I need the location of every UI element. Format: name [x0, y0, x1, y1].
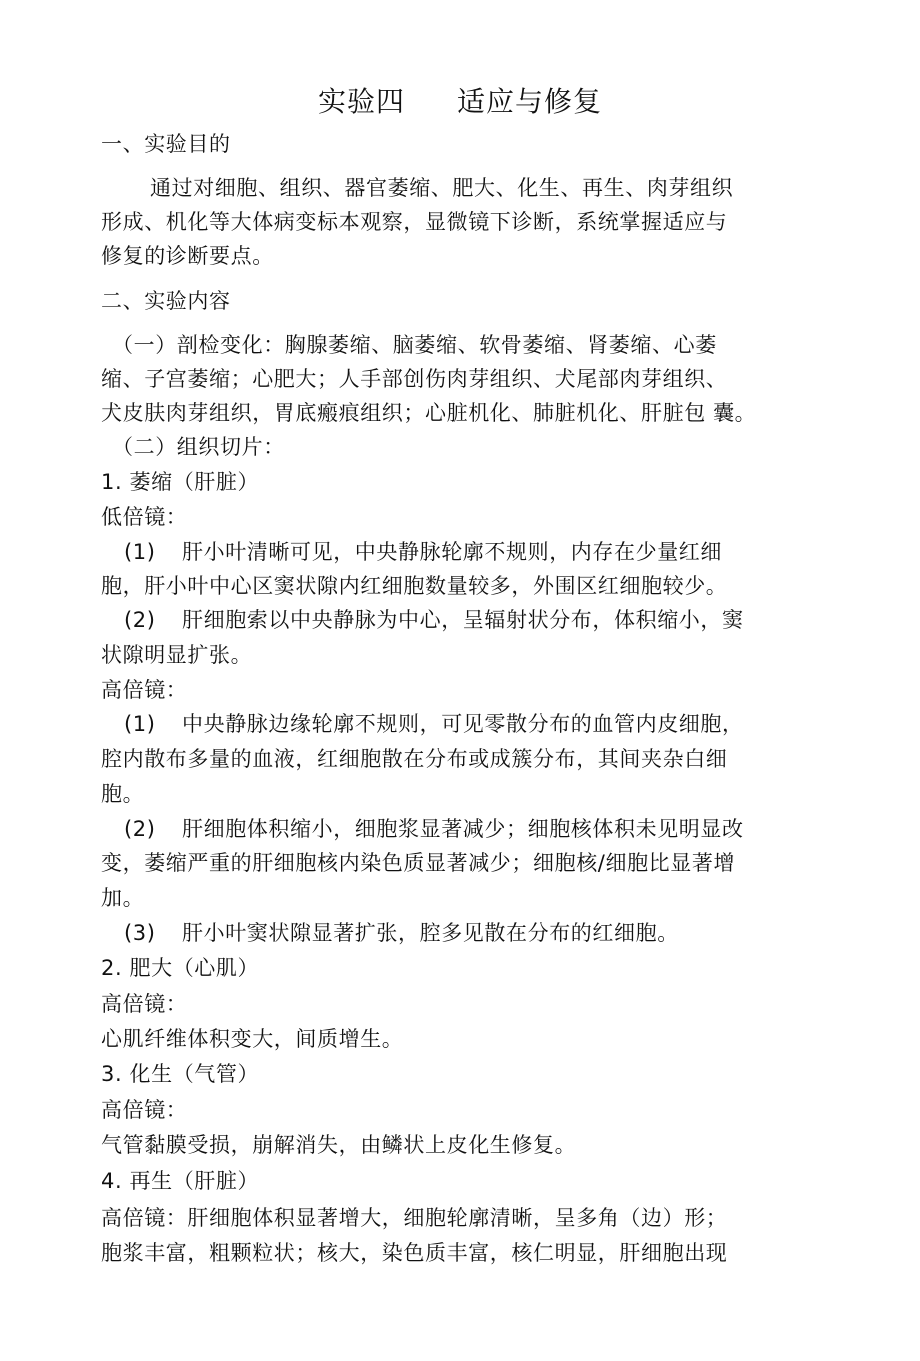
high-3-line-1 — [124, 919, 679, 947]
high-1-number: (1) — [124, 712, 156, 736]
high-1-line-3: 胞。 — [101, 782, 145, 806]
high-2-line-1 — [124, 815, 744, 843]
low-2-line-1 — [124, 606, 744, 634]
high-1-line-1 — [124, 710, 744, 738]
item-3-high-label: 高倍镜： — [101, 1098, 188, 1122]
section-2-heading: 二、实验内容 — [101, 289, 231, 313]
high-2-number: (2) — [124, 817, 156, 841]
high-mag-label: 高倍镜： — [101, 678, 188, 702]
item-4-text-line-2: 胞浆丰富，粗颗粒状；核大，染色质丰富，核仁明显，肝细胞出现 — [101, 1241, 728, 1265]
high-2-line-3: 加。 — [101, 886, 145, 910]
high-2-text: 肝细胞体积缩小，细胞浆显著减少；细胞核体积未见明显改 — [182, 817, 744, 841]
high-3-text: 肝小叶窦状隙显著扩张，腔多见散在分布的红细胞。 — [182, 921, 679, 945]
item-3-heading: 3. 化生（气管） — [101, 1062, 260, 1086]
purpose-line-1: 通过对细胞、组织、器官萎缩、肥大、化生、再生、肉芽组织 — [150, 176, 734, 200]
high-1-line-2: 腔内散布多量的血液，红细胞散在分布或成簇分布，其间夹杂白细 — [101, 747, 728, 771]
item-2-heading: 2. 肥大（心肌） — [101, 956, 260, 980]
high-2-line-2: 变，萎缩严重的肝细胞核内染色质显著减少；细胞核/细胞比显著增 — [101, 851, 736, 875]
title-part-1: 实验四 — [317, 85, 405, 118]
low-2-number: (2) — [124, 608, 156, 632]
item-3-text: 气管黏膜受损，崩解消失，由鳞状上皮化生修复。 — [101, 1133, 577, 1157]
gross-line-3: 犬皮肤肉芽组织，胃底瘢痕组织；心脏机化、肺脏机化、肝脏包 囊。 — [101, 401, 757, 425]
high-1-text: 中央静脉边缘轮廓不规则，可见零散分布的血管内皮细胞， — [182, 712, 744, 736]
item-4-heading: 4. 再生（肝脏） — [101, 1169, 260, 1193]
item-4-text-line-1: 高倍镜：肝细胞体积显著增大，细胞轮廓清晰，呈多角（边）形； — [101, 1206, 728, 1230]
low-1-line-2: 胞，肝小叶中心区窦状隙内红细胞数量较多，外围区红细胞较少。 — [101, 574, 728, 598]
item-1-heading: 1. 萎缩（肝脏） — [101, 470, 260, 494]
item-2-text: 心肌纤维体积变大，间质增生。 — [101, 1027, 404, 1051]
low-mag-label: 低倍镜： — [101, 505, 188, 529]
low-2-line-2: 状隙明显扩张。 — [101, 643, 253, 667]
purpose-line-3: 修复的诊断要点。 — [101, 244, 274, 268]
item-2-high-label: 高倍镜： — [101, 992, 188, 1016]
title-part-2: 适应与修复 — [457, 85, 603, 118]
page-title — [0, 84, 920, 120]
high-3-number: (3) — [124, 921, 156, 945]
slides-heading: （二）组织切片： — [112, 435, 285, 459]
purpose-line-2: 形成、机化等大体病变标本观察，显微镜下诊断，系统掌握适应与 — [101, 210, 728, 234]
section-1-heading: 一、实验目的 — [101, 132, 231, 156]
low-1-text: 肝小叶清晰可见，中央静脉轮廓不规则，内存在少量红细 — [182, 540, 722, 564]
low-1-line-1 — [124, 538, 722, 566]
low-2-text: 肝细胞索以中央静脉为中心，呈辐射状分布，体积缩小，窦 — [182, 608, 744, 632]
gross-line-1: （一）剖检变化：胸腺萎缩、脑萎缩、软骨萎缩、肾萎缩、心萎 — [112, 333, 717, 357]
low-1-number: (1) — [124, 540, 156, 564]
gross-line-2: 缩、子宫萎缩；心肥大；人手部创伤肉芽组织、犬尾部肉芽组织、 — [101, 367, 728, 391]
